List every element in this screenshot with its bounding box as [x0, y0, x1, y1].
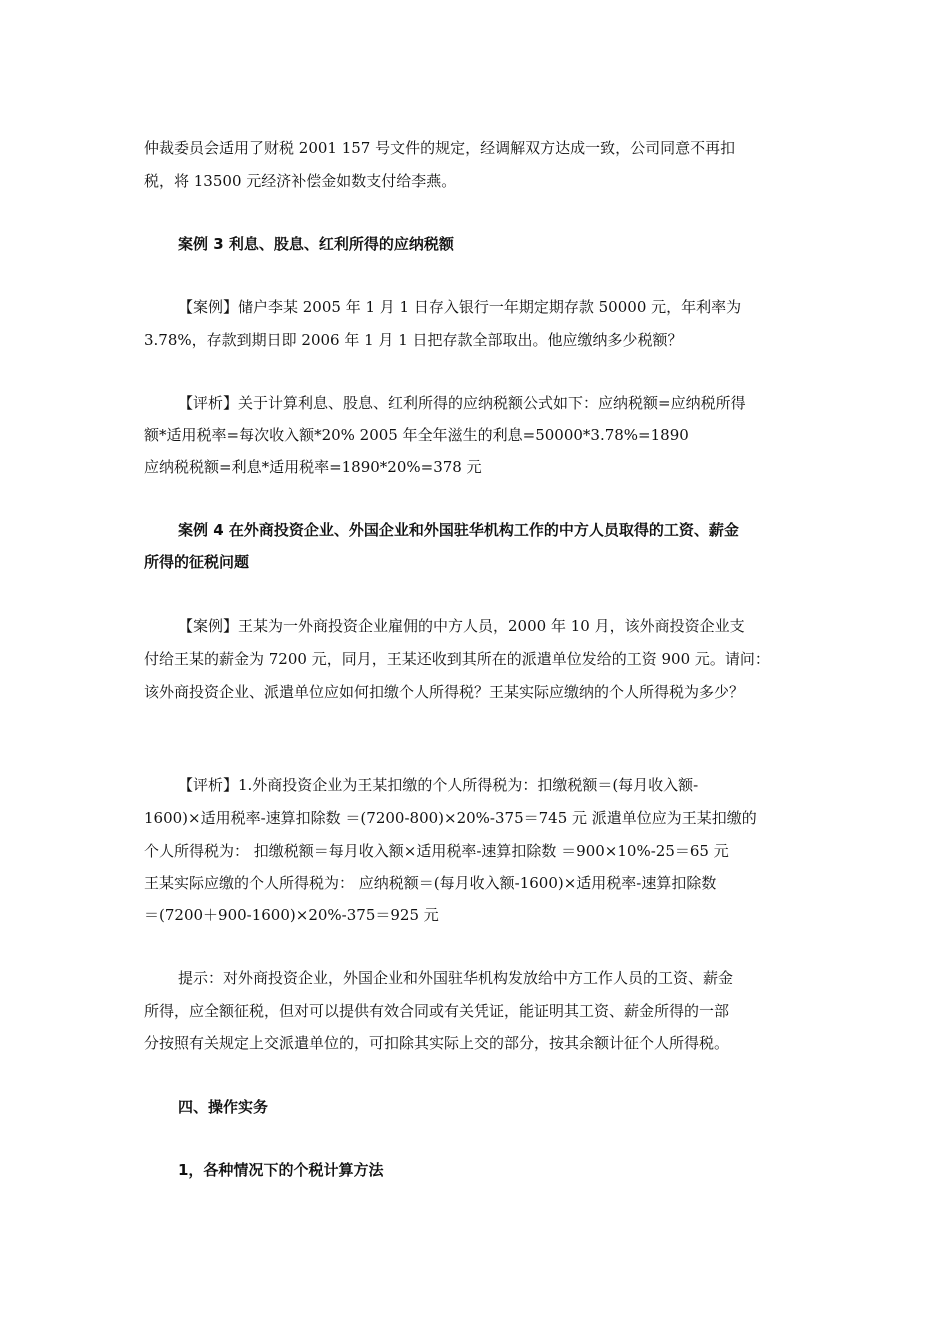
- text-line: 该外商投资企业、派遣单位应如何扣缴个人所得税？王某实际应缴纳的个人所得税为多少？: [144, 683, 745, 701]
- text-line: 3.78%，存款到期日即 2006 年 1 月 1 日把存款全部取出。他应缴纳多少税额？: [144, 331, 683, 349]
- text-line: 分按照有关规定上交派遣单位的，可扣除其实际上交的部分，按其余额计征个人所得税。: [144, 1034, 730, 1052]
- text-line: 【案例】储户李某 2005 年 1 月 1 日存入银行一年期定期存款 50000 元，年利率为: [178, 298, 742, 316]
- text-line: 应纳税税额=利息*适用税率=1890*20%=378 元: [144, 458, 482, 476]
- text-line: 付给王某的薪金为 7200 元，同月，王某还收到其所在的派遣单位发给的工资 900 元。请问：: [144, 650, 770, 668]
- text-line: 个人所得税为： 扣缴税额＝每月收入额×适用税率-速算扣除数 ＝900×10%-25＝65 元: [144, 842, 729, 860]
- section-heading: 四、操作实务: [178, 1098, 269, 1116]
- text-line: 王某实际应缴的个人所得税为： 应纳税额＝(每月收入额-1600)×适用税率-速算扣除数: [144, 874, 717, 892]
- text-line: ＝(7200＋900-1600)×20%-375＝925 元: [144, 906, 439, 924]
- text-line: 【评析】1.外商投资企业为王某扣缴的个人所得税为：扣缴税额＝(每月收入额-: [178, 776, 699, 794]
- text-line: 【案例】王某为一外商投资企业雇佣的中方人员，2000 年 10 月，该外商投资企业支: [178, 617, 745, 635]
- text-line: 仲裁委员会适用了财税 2001 157 号文件的规定，经调解双方达成一致，公司同意不再扣: [144, 139, 736, 157]
- text-line: 所得，应全额征税，但对可以提供有效合同或有关凭证，能证明其工资、薪金所得的一部: [144, 1002, 730, 1020]
- section-heading: 案例 4 在外商投资企业、外国企业和外国驻华机构工作的中方人员取得的工资、薪金: [178, 521, 739, 539]
- text-line: 额*适用税率=每次收入额*20% 2005 年全年滋生的利息=50000*3.78%=1890: [144, 426, 689, 444]
- section-heading: 案例 3 利息、股息、红利所得的应纳税额: [178, 235, 454, 253]
- text-line: 【评析】关于计算利息、股息、红利所得的应纳税额公式如下：应纳税额=应纳税所得: [178, 394, 746, 412]
- section-heading: 所得的征税问题: [144, 553, 250, 571]
- text-line: 提示：对外商投资企业，外国企业和外国驻华机构发放给中方工作人员的工资、薪金: [178, 969, 734, 987]
- text-line: 1600)×适用税率-速算扣除数 ＝(7200-800)×20%-375＝745 元 派遣单位应为王某扣缴的: [144, 809, 757, 827]
- text-line: 税，将 13500 元经济补偿金如数支付给李燕。: [144, 172, 457, 190]
- section-heading: 1，各种情况下的个税计算方法: [178, 1161, 384, 1179]
